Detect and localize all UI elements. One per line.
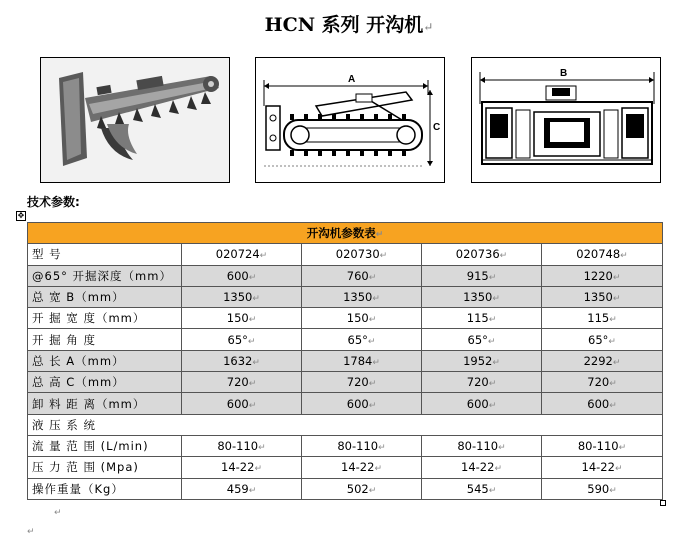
cell-value: 590 bbox=[587, 481, 610, 496]
table-row bbox=[28, 457, 663, 478]
table-caption-text: 开沟机参数表 bbox=[306, 226, 376, 241]
document-title-text: HCN 系列 开沟机 bbox=[264, 14, 424, 36]
cell-mark: ↵ bbox=[608, 336, 616, 347]
cell-mark: ↵ bbox=[618, 443, 627, 454]
value-cell bbox=[422, 286, 542, 307]
value-cell bbox=[302, 478, 422, 499]
cell-mark: ↵ bbox=[368, 379, 377, 390]
table-row bbox=[28, 329, 663, 350]
cell-mark: ↵ bbox=[368, 315, 377, 326]
cell-mark: ↵ bbox=[378, 443, 386, 454]
value-cell bbox=[422, 393, 542, 414]
value-cell bbox=[182, 372, 302, 393]
value-cell bbox=[422, 478, 542, 499]
cell-value: 65° bbox=[227, 332, 248, 347]
value-cell bbox=[182, 286, 302, 307]
value-cell bbox=[422, 308, 542, 329]
dimension-label-a: A bbox=[348, 74, 356, 85]
row-label-cell bbox=[28, 435, 182, 456]
table-row bbox=[28, 414, 663, 435]
cell-mark: ↵ bbox=[258, 443, 266, 454]
cell-mark: ↵ bbox=[248, 400, 257, 411]
cell-value: 14-22 bbox=[341, 460, 375, 475]
cell-mark: ↵ bbox=[248, 379, 257, 390]
side-view-diagram bbox=[255, 57, 445, 183]
cell-value: 020730 bbox=[335, 247, 380, 262]
cell-mark: ↵ bbox=[252, 357, 260, 368]
value-cell bbox=[542, 478, 663, 499]
cell-value: 80-110 bbox=[217, 439, 259, 454]
front-view-diagram bbox=[471, 57, 661, 183]
cell-value: 545 bbox=[466, 481, 489, 496]
document-title bbox=[0, 10, 698, 37]
cell-mark: ↵ bbox=[372, 357, 380, 368]
table-row bbox=[28, 265, 663, 286]
value-cell bbox=[182, 457, 302, 478]
cell-value: 2292 bbox=[583, 353, 613, 368]
value-cell bbox=[182, 329, 302, 350]
row-label-cell bbox=[28, 308, 182, 329]
cell-value: 14-22 bbox=[221, 460, 255, 475]
table-row bbox=[28, 393, 663, 414]
row-label: 总 高 C（mm） bbox=[32, 375, 125, 390]
cell-mark: ↵ bbox=[372, 294, 380, 305]
cell-mark: ↵ bbox=[614, 464, 623, 475]
cell-value: 1220 bbox=[583, 268, 613, 283]
trencher-photo-drawing bbox=[41, 58, 230, 183]
trencher-photo bbox=[40, 57, 230, 183]
value-cell bbox=[302, 435, 422, 456]
cell-value: 600 bbox=[226, 268, 249, 283]
cell-value: 1350 bbox=[463, 290, 493, 305]
value-cell bbox=[542, 244, 663, 265]
cell-value: 14-22 bbox=[581, 460, 615, 475]
cell-mark: ↵ bbox=[488, 272, 497, 283]
value-cell bbox=[302, 308, 422, 329]
row-label: 液 压 系 统 bbox=[32, 417, 96, 432]
cell-value: 600 bbox=[587, 396, 610, 411]
cell-value: 915 bbox=[466, 268, 489, 283]
technical-parameters-heading: 技术参数: bbox=[27, 195, 80, 209]
value-cell bbox=[302, 244, 422, 265]
row-label-cell bbox=[28, 457, 182, 478]
cell-mark: ↵ bbox=[609, 379, 617, 390]
table-row bbox=[28, 350, 663, 371]
cell-mark: ↵ bbox=[488, 485, 497, 496]
cell-value: 150 bbox=[346, 311, 369, 326]
value-cell bbox=[542, 350, 663, 371]
cell-value: 80-110 bbox=[577, 439, 619, 454]
cell-value: 1632 bbox=[223, 353, 253, 368]
row-label: @65° 开掘深度（mm） bbox=[32, 268, 172, 283]
row-label: 开 掘 宽 度（mm） bbox=[32, 311, 146, 326]
cell-value: 720 bbox=[346, 375, 369, 390]
cell-mark: ↵ bbox=[379, 251, 388, 262]
cell-mark: ↵ bbox=[374, 464, 382, 475]
value-cell bbox=[182, 265, 302, 286]
cell-mark: ↵ bbox=[248, 315, 257, 326]
table-row bbox=[28, 308, 663, 329]
value-cell bbox=[542, 265, 663, 286]
row-label-cell bbox=[28, 478, 182, 499]
value-cell bbox=[542, 393, 663, 414]
cell-mark: ↵ bbox=[612, 272, 621, 283]
cell-mark: ↵ bbox=[254, 464, 262, 475]
value-cell bbox=[422, 244, 542, 265]
paragraph-mark-after-table: ↵ bbox=[54, 508, 62, 518]
cell-value: 020736 bbox=[455, 247, 500, 262]
value-cell bbox=[302, 286, 422, 307]
value-cell bbox=[302, 457, 422, 478]
dimension-label-c: C bbox=[433, 122, 441, 133]
paragraph-mark: ↵ bbox=[423, 20, 434, 34]
value-cell bbox=[422, 457, 542, 478]
value-cell bbox=[302, 265, 422, 286]
row-label: 操作重量（Kg） bbox=[32, 481, 124, 496]
cell-mark: ↵ bbox=[252, 294, 260, 305]
value-cell bbox=[422, 329, 542, 350]
row-label: 开 掘 角 度 bbox=[32, 332, 96, 347]
table-row bbox=[28, 244, 663, 265]
cell-value: 65° bbox=[347, 332, 368, 347]
row-label-cell bbox=[28, 244, 182, 265]
cell-value: 600 bbox=[346, 396, 369, 411]
value-cell bbox=[542, 372, 663, 393]
cell-mark: ↵ bbox=[498, 443, 506, 454]
table-caption bbox=[28, 223, 663, 244]
cell-mark: ↵ bbox=[609, 485, 617, 496]
cell-mark: ↵ bbox=[368, 272, 377, 283]
cell-mark: ↵ bbox=[375, 230, 384, 241]
paragraph-mark-end: ↵ bbox=[27, 527, 35, 537]
table-row bbox=[28, 478, 663, 499]
cell-value: 14-22 bbox=[461, 460, 495, 475]
cell-mark: ↵ bbox=[247, 336, 256, 347]
cell-mark: ↵ bbox=[488, 379, 497, 390]
value-cell bbox=[302, 393, 422, 414]
cell-value: 150 bbox=[226, 311, 249, 326]
front-view-drawing bbox=[472, 58, 661, 183]
row-label-cell bbox=[28, 286, 182, 307]
cell-mark: ↵ bbox=[367, 336, 376, 347]
row-label: 总 长 A（mm） bbox=[32, 353, 125, 368]
value-cell bbox=[182, 308, 302, 329]
cell-mark: ↵ bbox=[609, 400, 617, 411]
row-label: 流 量 范 围 (L/min) bbox=[32, 439, 149, 454]
value-cell bbox=[302, 372, 422, 393]
cell-value: 115 bbox=[466, 311, 489, 326]
row-label-cell bbox=[28, 372, 182, 393]
cell-mark: ↵ bbox=[499, 251, 508, 262]
cell-value: 720 bbox=[226, 375, 249, 390]
row-label-cell bbox=[28, 414, 663, 435]
cell-value: 115 bbox=[587, 311, 610, 326]
table-row bbox=[28, 435, 663, 456]
table-row bbox=[28, 286, 663, 307]
value-cell bbox=[542, 457, 663, 478]
table-resize-handle[interactable] bbox=[660, 500, 666, 506]
cell-value: 502 bbox=[346, 481, 369, 496]
table-caption-row bbox=[28, 223, 663, 244]
dimension-label-b: B bbox=[560, 68, 568, 79]
cell-value: 020748 bbox=[576, 247, 621, 262]
row-label-cell bbox=[28, 265, 182, 286]
value-cell bbox=[182, 393, 302, 414]
value-cell bbox=[422, 435, 542, 456]
cell-value: 65° bbox=[467, 332, 488, 347]
cell-value: 1350 bbox=[583, 290, 613, 305]
row-label: 压 力 范 围 (Mpa) bbox=[32, 460, 139, 475]
value-cell bbox=[422, 265, 542, 286]
value-cell bbox=[542, 308, 663, 329]
cell-mark: ↵ bbox=[248, 485, 257, 496]
parameter-table-body bbox=[28, 223, 663, 500]
value-cell bbox=[302, 350, 422, 371]
cell-mark: ↵ bbox=[487, 336, 496, 347]
value-cell bbox=[542, 286, 663, 307]
cell-mark: ↵ bbox=[494, 464, 502, 475]
table-row bbox=[28, 372, 663, 393]
row-label: 卸 料 距 离（mm） bbox=[32, 396, 146, 411]
value-cell bbox=[542, 435, 663, 456]
row-label: 型 号 bbox=[32, 247, 62, 262]
cell-value: 1952 bbox=[463, 353, 493, 368]
cell-mark: ↵ bbox=[612, 294, 621, 305]
cell-value: 1350 bbox=[343, 290, 373, 305]
cell-value: 459 bbox=[226, 481, 249, 496]
cell-mark: ↵ bbox=[259, 251, 268, 262]
row-label-cell bbox=[28, 393, 182, 414]
value-cell bbox=[182, 435, 302, 456]
cell-mark: ↵ bbox=[488, 315, 497, 326]
cell-mark: ↵ bbox=[609, 315, 617, 326]
cell-value: 760 bbox=[346, 268, 369, 283]
cell-mark: ↵ bbox=[620, 251, 628, 262]
cell-mark: ↵ bbox=[492, 357, 500, 368]
cell-value: 1350 bbox=[223, 290, 253, 305]
move-cross-icon[interactable]: ✥ bbox=[17, 211, 25, 220]
cell-mark: ↵ bbox=[368, 485, 377, 496]
value-cell bbox=[422, 372, 542, 393]
cell-value: 80-110 bbox=[457, 439, 499, 454]
value-cell bbox=[422, 350, 542, 371]
parameter-table bbox=[27, 222, 663, 500]
cell-mark: ↵ bbox=[248, 272, 257, 283]
row-label-cell bbox=[28, 329, 182, 350]
value-cell bbox=[302, 329, 422, 350]
cell-value: 720 bbox=[466, 375, 489, 390]
cell-mark: ↵ bbox=[488, 400, 497, 411]
cell-value: 80-110 bbox=[337, 439, 379, 454]
cell-value: 65° bbox=[588, 332, 609, 347]
value-cell bbox=[542, 329, 663, 350]
cell-value: 600 bbox=[466, 396, 489, 411]
value-cell bbox=[182, 350, 302, 371]
cell-value: 020724 bbox=[215, 247, 260, 262]
value-cell bbox=[182, 478, 302, 499]
value-cell bbox=[182, 244, 302, 265]
cell-mark: ↵ bbox=[612, 357, 621, 368]
cell-mark: ↵ bbox=[368, 400, 377, 411]
row-label-cell bbox=[28, 350, 182, 371]
side-view-drawing bbox=[256, 58, 445, 183]
row-label: 总 宽 B（mm） bbox=[32, 290, 125, 305]
cell-mark: ↵ bbox=[492, 294, 500, 305]
cell-value: 720 bbox=[587, 375, 610, 390]
cell-value: 1784 bbox=[343, 353, 373, 368]
cell-value: 600 bbox=[226, 396, 249, 411]
